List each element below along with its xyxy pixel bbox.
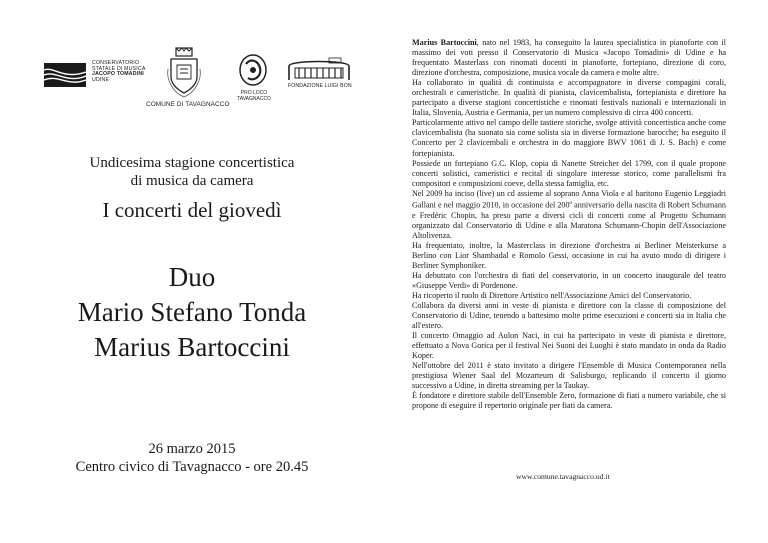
bio-paragraph: Possiede un fortepiano G.C. Klop, copia di Nanette Streicher del 1799, con il quale propone concerti solistici, cameristici e recital di singolare interesse storico, come parallelismi fra compositori e composizioni coeve, della stessa famiglia, etc. bbox=[412, 158, 726, 188]
bio-paragraph: Ha ricoperto il ruolo di Direttore Artistico nell'Associazione Amici del Conservatorio. bbox=[412, 290, 692, 300]
performers-title: Duo Mario Stefano Tonda Marius Bartoccini bbox=[77, 262, 307, 362]
bio-paragraph: È fondatore e direttore stabile dell'Ensemble Zero, formazione di fiati a numero variabile, che si propone di eseguire il repertorio originale per fiati da camera. bbox=[412, 391, 726, 411]
conservatorio-label: CONSERVATORIO STATALE DI MUSICA JACOPO TOMADINI UDINE bbox=[92, 60, 146, 83]
fondazione-label: FONDAZIONE LUIGI BON bbox=[288, 83, 352, 89]
bio-paragraph: Nell'ottobre del 2011 è stato invitato a dirigere l'Ensemble di Musica Contemporanea nella prestigiosa Wiener Saal del Mozarteum di Salisburgo, replicando il concerto il giorno successivo a Udine, in diretta streaming per la Taukay. bbox=[412, 361, 726, 391]
event-details bbox=[0, 440, 384, 476]
bio-paragraph: Nel 2009 ha inciso (live) un cd assieme al soprano Anna Viola e al baritono Eugenio Leggiadri Gallani e nel maggio 2010, in occasione del 200$^o$ anniversario della nascita di Robert Schumann e Fredéric Chopin, ha preso parte a diversi cicli di concerti come al Progetto Schumann organizzato dal Conservatorio di Udine e alla Maratona Schumann-Chopin dell'Associazione Altolivenza. bbox=[412, 188, 726, 240]
bio-name: Marius Bartoccini bbox=[412, 38, 477, 47]
bio-paragraph: Collabora da diversi anni in veste di pianista e direttore con la classe di composizione del Conservatorio di Udine, tenendo a battesimo molte prime esecuzioni e concerti sia in Italia che all'estero. bbox=[412, 300, 726, 331]
bio-paragraph: Il concerto Omaggio ad Aulon Naci, in cui ha partecipato in veste di pianista e direttore, effettuato a Nova Gorica per il festival Nei Suoni dei Luoghi è stato mandato in onda da Radio Koper. bbox=[412, 331, 726, 361]
bio-paragraph: Particolarmente attivo nel campo delle tastiere storiche, svolge attività concertistica anche come clavicembalista (ha suonato sia come solista sia in diverse formazione barocche; ha eseguito il Concerto per 2 clavicembali e orchestra in do maggiore BWV 1061 di J. S. Bach) e come fortepianista. bbox=[412, 118, 726, 158]
proloco-logo-icon bbox=[238, 54, 268, 90]
comune-crest-icon bbox=[166, 47, 202, 99]
event-date: 26 marzo 2015 bbox=[148, 441, 236, 457]
conservatorio-logo bbox=[44, 60, 86, 90]
proloco-label: PRO LOCO TAVAGNACCO bbox=[237, 90, 271, 102]
bio-paragraph: Ha frequentato, inoltre, la Masterclass in direzione d'orchestra ai Berliner Meisterkurse a Berlino con Lior Shambadal e Romolo Gessi, occasione in cui ha avuto modo di dirigere i Berliner Symphoniker. bbox=[412, 240, 726, 270]
fondazione-logo-icon bbox=[287, 56, 351, 82]
website-link[interactable]: www.comune.tavagnacco.ud.it bbox=[516, 472, 610, 481]
series-title: I concerti del giovedì bbox=[102, 198, 282, 222]
season-heading: Undicesima stagione concertistica di musica da camera bbox=[89, 155, 295, 189]
biography-text bbox=[412, 38, 726, 411]
biography-column bbox=[412, 38, 726, 411]
event-venue: Centro civico di Tavagnacco - ore 20.45 bbox=[75, 459, 309, 475]
bio-paragraph: Ha collaborato in qualità di continuista e accompagnatore in diverse compagini corali, orchestrali e cameristiche. In qualità di pianista, clavicembalista, fortepianista e direttore ha partecipato a diverse stagioni concertistiche e rinomati festivals nazionali e internazionali in Italia, Slovenia, Austria e Germania, per un numero complessivo di circa 400 concerti. bbox=[412, 78, 726, 118]
comune-label: COMUNE DI TAVAGNACCO bbox=[146, 101, 230, 108]
bio-paragraph: Ha debuttato con l'orchestra di fiati del conservatorio, in un concerto inaugurale del teatro «Giuseppe Verdi» di Pordenone. bbox=[412, 270, 726, 290]
bio-paragraph: Marius Bartoccini, nato nel 1983, ha conseguito la laurea specialistica in pianoforte con il massimo dei voti presso il Conservatorio di Musica «Jacopo Tomadini» di Udine e ha frequentato Masterlass con rinomati docenti in pianoforte, fortepiano, direzione di coro, direzione d'orchestra, composizione, musica vocale da camera e molte altre. bbox=[412, 38, 726, 78]
